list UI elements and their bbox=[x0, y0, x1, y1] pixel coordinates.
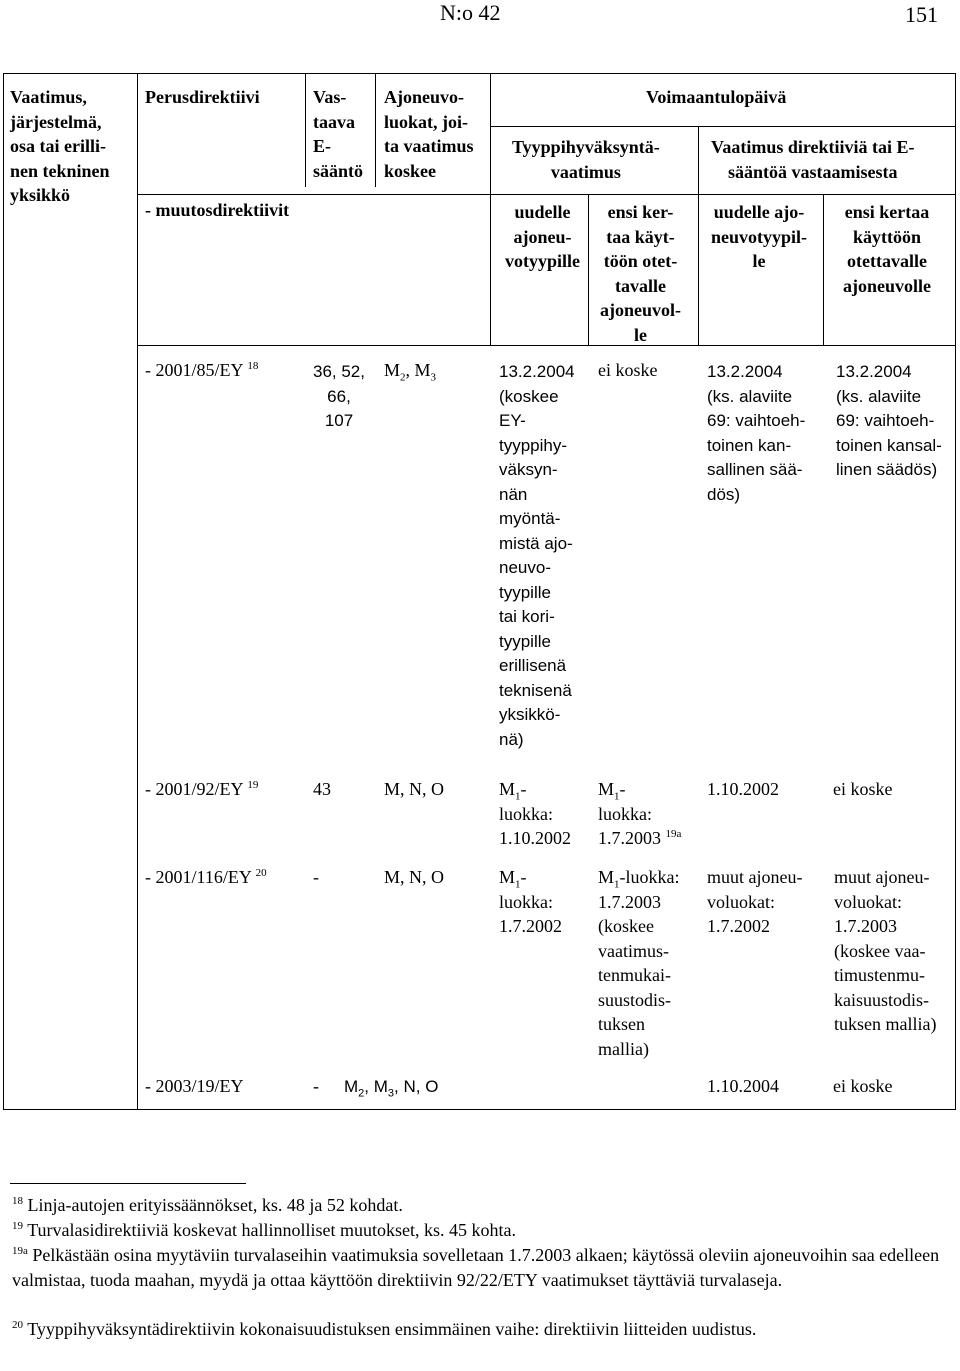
table-row-divider bbox=[490, 126, 956, 127]
table-row-categories: $M_2$, $M_3$ bbox=[384, 360, 437, 384]
page-number: 151 bbox=[905, 2, 938, 27]
table-col-divider bbox=[490, 73, 491, 345]
table-row-divider bbox=[137, 194, 490, 195]
table-row-date-1: $M_1-$ luokka: 1.7.2002 bbox=[499, 867, 562, 936]
table-col-divider bbox=[375, 73, 376, 187]
table-col-divider bbox=[823, 194, 824, 345]
table-col-divider bbox=[588, 194, 589, 345]
footnote: $^{19}$ Turvalasidirektiiviä koskevat hallinnolliset muutokset, ks. 45 kohta. bbox=[12, 1220, 516, 1240]
table-row-date-4: 13.2.2004 (ks. alaviite 69: vaihtoeh- toinen kansal- linen säädös) bbox=[836, 362, 942, 479]
header-new-vehicle-type-conformity: uudelle ajo- neuvotyypil- le bbox=[711, 202, 808, 271]
table-row-directive: - 2003/19/EY bbox=[145, 1076, 244, 1096]
footnote: $^{18}$ Linja-autojen erityissäännökset, ks. 48 ja 52 kohdat. bbox=[12, 1195, 403, 1215]
page-code: N:o 42 bbox=[440, 0, 501, 25]
table-col-divider bbox=[698, 126, 699, 345]
header-vehicle-categories: Ajoneuvo- luokat, joi- ta vaatimus koskee bbox=[384, 87, 474, 181]
table-row-date-4: ei koske bbox=[833, 1076, 893, 1096]
table-row-date-1: $M_1-$ luokka: 1.10.2002 bbox=[499, 779, 571, 848]
table-col-divider bbox=[305, 73, 306, 187]
header-conformity: Vaatimus direktiiviä tai E- sääntöä vastaamisesta bbox=[711, 137, 915, 182]
header-first-registration: ensi ker- taa käyt- töön otet- tavalle ajoneuvol- le bbox=[600, 202, 681, 345]
header-type-approval: Tyyppihyväksyntä- vaatimus bbox=[512, 137, 660, 182]
table-row-date-4: muut ajoneu- voluokat: 1.7.2003 (koskee vaa- timustenmu- kaisuustodis- tuksen mallia) bbox=[834, 867, 937, 1034]
table-row-date-2: ei koske bbox=[598, 360, 658, 380]
header-new-vehicle-type: uudelle ajoneu- votyypille bbox=[505, 202, 580, 271]
header-amending-directives: - muutosdirektiivit bbox=[145, 200, 290, 220]
footnote: $^{20}$ Tyyppihyväksyntädirektiivin kokonaisuudistuksen ensimmäinen vaihe: direktiivin liitteiden uudistus. bbox=[12, 1319, 757, 1339]
table-row-divider bbox=[490, 194, 956, 195]
header-entry-into-force: Voimaantulopäivä bbox=[646, 87, 787, 107]
table-row-date-3: 1.10.2002 bbox=[707, 779, 779, 799]
table-row-date-1: 13.2.2004 (koskee EY- tyyppihy- väksyn- nän myöntä- mistä ajo- neuvo- tyypille tai kori- tyypille erillisenä teknisenä yksikkö- nä) bbox=[499, 362, 575, 749]
table-row-date-4: ei koske bbox=[833, 779, 893, 799]
table-row-categories: M, N, O bbox=[384, 779, 445, 799]
header-first-registration-conformity: ensi kertaa käyttöön otettavalle ajoneuvolle bbox=[843, 202, 931, 296]
table-row-date-3: muut ajoneu- voluokat: 1.7.2002 bbox=[707, 867, 803, 936]
header-e-regulation: Vas- taava E- sääntö bbox=[313, 87, 364, 181]
table-row-directive: - 2001/85/EY $^{18}$ bbox=[145, 360, 259, 380]
table-row-categories: M, N, O bbox=[384, 867, 445, 887]
table-row-divider bbox=[137, 345, 956, 346]
header-base-directive: Perusdirektiivi bbox=[145, 87, 260, 107]
table-row-e-regulation: 36, 52, 66, 107 bbox=[313, 362, 365, 430]
table-row-e-regulation: - bbox=[313, 1076, 319, 1096]
table-row-e-regulation: - bbox=[313, 867, 319, 887]
footnote: $^{19a}$ Pelkästään osina myytäviin turvalaseihin vaatimuksia sovelletaan 1.7.2003 alkaen; käytössä oleviin ajoneuvoihin saa edelleen valmistaa, tuoda maahan, myydä ja ottaa käyttöön direktiivin 92/22/ETY vaatimukset täyttäviä turvalaseja. bbox=[12, 1245, 940, 1290]
table-col-divider bbox=[137, 73, 138, 1110]
table-row-e-regulation: 43 bbox=[313, 779, 331, 799]
table-row-date-2: $M_1$-luokka: 1.7.2003 (koskee vaatimus- tenmukai- suustodis- tuksen mallia) bbox=[598, 867, 680, 1059]
table-row-date-3: 13.2.2004 (ks. alaviite 69: vaihtoeh- toinen kan- sallinen sää- dös) bbox=[707, 362, 806, 504]
table-row-directive: - 2001/116/EY $^{20}$ bbox=[145, 867, 267, 887]
table-row-date-2: $M_1-$ luokka: 1.7.2003 $^{19a}$ bbox=[598, 779, 682, 848]
requirements-table bbox=[3, 73, 956, 1110]
header-requirement: Vaatimus, järjestelmä, osa tai erilli- nen tekninen yksikkö bbox=[10, 87, 110, 205]
table-row-directive: - 2001/92/EY $^{19}$ bbox=[145, 779, 259, 799]
table-row-categories: $M_2$, $M_3$, N, O bbox=[344, 1077, 439, 1100]
footnote-separator bbox=[10, 1183, 246, 1184]
table-row-date-3: 1.10.2004 bbox=[707, 1076, 779, 1096]
